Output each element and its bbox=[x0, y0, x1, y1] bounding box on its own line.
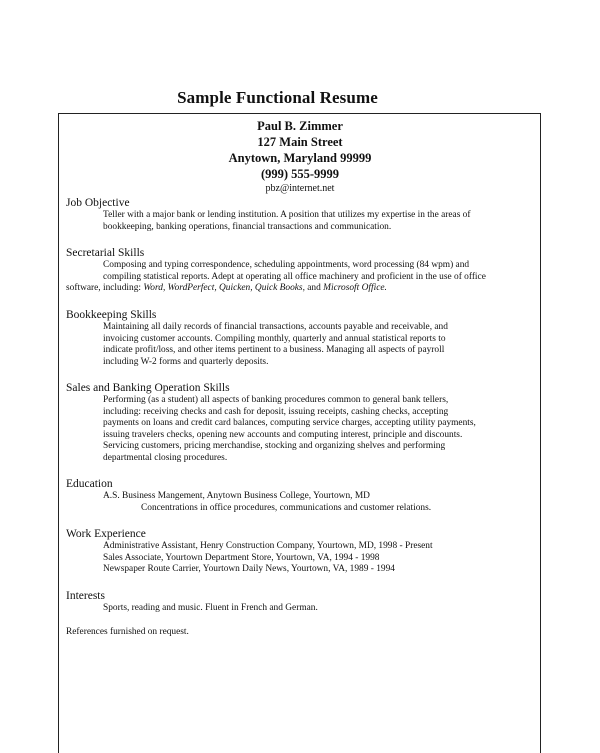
section-heading: Education bbox=[66, 478, 113, 490]
references-note: References furnished on request. bbox=[66, 627, 189, 637]
body-line: indicate profit/loss, and other items pertinent to a business. Managing all aspects of payroll bbox=[103, 345, 445, 356]
work-experience-section bbox=[66, 527, 536, 576]
section-heading: Secretarial Skills bbox=[66, 247, 145, 259]
references-section bbox=[66, 627, 536, 639]
section-heading: Bookkeeping Skills bbox=[66, 309, 157, 321]
body-line: Sales Associate, Yourtown Department Store, Yourtown, VA, 1994 - 1998 bbox=[103, 552, 380, 563]
text-run: and bbox=[304, 283, 324, 294]
body-line: including W-2 forms and quarterly deposits. bbox=[103, 356, 269, 367]
section-heading: Work Experience bbox=[66, 528, 146, 540]
bookkeeping-skills-section bbox=[66, 308, 536, 368]
body-line: Servicing customers, pricing merchandise, stocking and organizing shelves and performing bbox=[103, 441, 446, 452]
phone-number: (999) 555-9999 bbox=[260, 167, 340, 181]
body-line: departmental closing procedures. bbox=[103, 452, 228, 463]
body-line: issuing travelers checks, opening new accounts and computing interest, principle and discounts. bbox=[103, 429, 463, 440]
education-section bbox=[66, 477, 536, 514]
secretarial-skills-section bbox=[66, 246, 536, 295]
job-objective-section bbox=[66, 196, 536, 233]
body-line: payments on loans and credit card balances, computing service charges, accepting utility payments, bbox=[103, 418, 476, 429]
text-run: software, including: bbox=[66, 283, 144, 294]
body-line: bookkeeping, banking operations, financial transactions and communication. bbox=[103, 221, 392, 232]
interests-section bbox=[66, 589, 536, 615]
software-item: Microsoft Office. bbox=[323, 283, 387, 294]
body-line: Concentrations in office procedures, communications and customer relations. bbox=[141, 502, 432, 513]
software-list: Word, WordPerfect, Quicken, Quick Books, bbox=[143, 283, 305, 294]
body-line: invoicing customer accounts. Compiling monthly, quarterly and annual statistical reports to bbox=[103, 333, 446, 344]
body-line: Sports, reading and music. Fluent in French and German. bbox=[103, 603, 318, 613]
body-line: Teller with a major bank or lending institution. A position that utilizes my expertise in the areas of bbox=[103, 210, 471, 220]
city-state-zip: Anytown, Maryland 99999 bbox=[228, 151, 372, 165]
body-line: Performing (as a student) all aspects of banking procedures common to general bank tellers, bbox=[103, 395, 449, 405]
document-title: Sample Functional Resume bbox=[177, 88, 378, 107]
body-line: including: receiving checks and cash for deposit, issuing receipts, cashing checks, accepting bbox=[103, 406, 449, 417]
resume-header bbox=[0, 118, 600, 195]
body-line: A.S. Business Mangement, Anytown Business College, Yourtown, MD bbox=[103, 491, 370, 501]
body-line: Maintaining all daily records of financial transactions, accounts payable and receivable, and bbox=[103, 322, 448, 332]
section-heading: Interests bbox=[66, 590, 105, 602]
section-heading: Job Objective bbox=[66, 197, 130, 209]
body-line bbox=[66, 283, 536, 295]
section-heading: Sales and Banking Operation Skills bbox=[66, 382, 230, 394]
email-address: pbz@internet.net bbox=[265, 183, 335, 194]
applicant-name: Paul B. Zimmer bbox=[257, 119, 343, 133]
body-line: compiling statistical reports. Adept at operating all office machinery and proficient in the use of office bbox=[103, 271, 486, 282]
body-line: Administrative Assistant, Henry Construction Company, Yourtown, MD, 1998 - Present bbox=[103, 541, 433, 551]
sales-banking-section bbox=[66, 381, 536, 465]
street-address: 127 Main Street bbox=[257, 135, 343, 149]
body-line: Newspaper Route Carrier, Yourtown Daily News, Yourtown, VA, 1989 - 1994 bbox=[103, 564, 395, 575]
body-line: Composing and typing correspondence, scheduling appointments, word processing (84 wpm) and bbox=[103, 260, 470, 270]
